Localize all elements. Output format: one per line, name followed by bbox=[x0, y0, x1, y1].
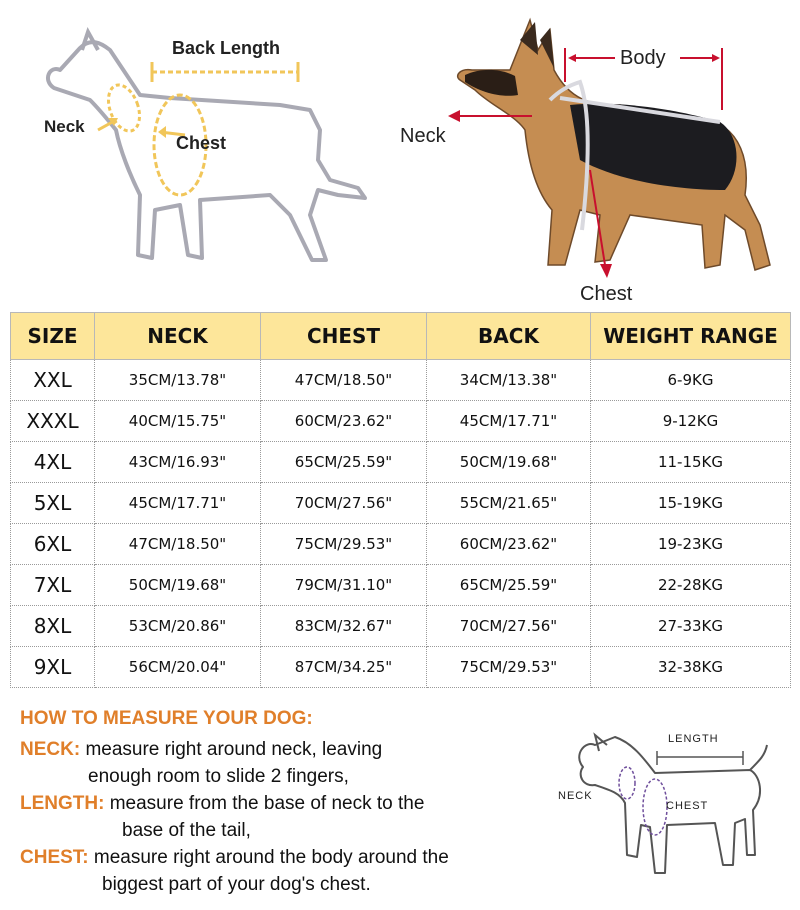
cell-size: 7XL bbox=[11, 565, 95, 606]
neck-text-2: enough room to slide 2 fingers, bbox=[88, 766, 349, 787]
table-header-row bbox=[11, 313, 791, 360]
back-length-label: Back Length bbox=[172, 38, 281, 58]
body-label-right: Body bbox=[620, 47, 666, 69]
header-neck: NECK bbox=[95, 313, 261, 360]
german-shepherd-photo bbox=[420, 10, 790, 300]
cell-size: 8XL bbox=[11, 606, 95, 647]
cell-back: 50CM/19.68" bbox=[427, 442, 591, 483]
cell-neck: 45CM/17.71" bbox=[95, 483, 261, 524]
how-to-measure-section bbox=[20, 708, 540, 898]
cell-weight: 9-12KG bbox=[591, 401, 791, 442]
cell-chest: 79CM/31.10" bbox=[261, 565, 427, 606]
chest-instruction-cont bbox=[20, 871, 540, 898]
size-chart-table bbox=[10, 312, 791, 688]
chest-label-left: Chest bbox=[176, 133, 227, 153]
cell-chest: 65CM/25.59" bbox=[261, 442, 427, 483]
table-row bbox=[11, 483, 791, 524]
table-row bbox=[11, 360, 791, 401]
header-back: BACK bbox=[427, 313, 591, 360]
cell-weight: 27-33KG bbox=[591, 606, 791, 647]
cell-weight: 19-23KG bbox=[591, 524, 791, 565]
cell-chest: 75CM/29.53" bbox=[261, 524, 427, 565]
header-size: SIZE bbox=[11, 313, 95, 360]
cell-back: 45CM/17.71" bbox=[427, 401, 591, 442]
table-row bbox=[11, 524, 791, 565]
cell-chest: 47CM/18.50" bbox=[261, 360, 427, 401]
table-row bbox=[11, 647, 791, 688]
cell-neck: 40CM/15.75" bbox=[95, 401, 261, 442]
length-text-2: base of the tail, bbox=[122, 820, 251, 841]
table-row bbox=[11, 565, 791, 606]
cell-chest: 60CM/23.62" bbox=[261, 401, 427, 442]
cell-chest: 83CM/32.67" bbox=[261, 606, 427, 647]
cell-back: 55CM/21.65" bbox=[427, 483, 591, 524]
cell-weight: 15-19KG bbox=[591, 483, 791, 524]
cell-back: 60CM/23.62" bbox=[427, 524, 591, 565]
cell-size: XXXL bbox=[11, 401, 95, 442]
small-neck-loop bbox=[619, 767, 635, 799]
cell-chest: 87CM/34.25" bbox=[261, 647, 427, 688]
neck-label-right: Neck bbox=[400, 125, 446, 147]
cell-back: 65CM/25.59" bbox=[427, 565, 591, 606]
neck-instruction-cont bbox=[20, 763, 540, 790]
length-instruction bbox=[20, 790, 540, 817]
neck-text-1: measure right around neck, leaving bbox=[80, 739, 383, 760]
cell-neck: 50CM/19.68" bbox=[95, 565, 261, 606]
cell-size: XXL bbox=[11, 360, 95, 401]
small-chest-label: CHEST bbox=[666, 800, 709, 812]
chest-key: CHEST: bbox=[20, 847, 89, 868]
size-chart-table-wrap bbox=[10, 312, 790, 688]
cell-neck: 35CM/13.78" bbox=[95, 360, 261, 401]
header-weight-range: WEIGHT RANGE bbox=[591, 313, 791, 360]
cell-weight: 11-15KG bbox=[591, 442, 791, 483]
table-row bbox=[11, 401, 791, 442]
small-length-label: LENGTH bbox=[668, 733, 719, 745]
how-to-title: HOW TO MEASURE YOUR DOG: bbox=[20, 708, 313, 729]
cell-size: 6XL bbox=[11, 524, 95, 565]
cell-neck: 56CM/20.04" bbox=[95, 647, 261, 688]
chest-text-1: measure right around the body around the bbox=[88, 847, 449, 868]
cell-neck: 53CM/20.86" bbox=[95, 606, 261, 647]
neck-loop bbox=[103, 81, 146, 136]
length-instruction-cont bbox=[20, 817, 540, 844]
chest-instruction bbox=[20, 844, 540, 871]
cell-neck: 47CM/18.50" bbox=[95, 524, 261, 565]
header-chest: CHEST bbox=[261, 313, 427, 360]
cell-neck: 43CM/16.93" bbox=[95, 442, 261, 483]
cell-back: 75CM/29.53" bbox=[427, 647, 591, 688]
cell-back: 70CM/27.56" bbox=[427, 606, 591, 647]
chest-text-2: biggest part of your dog's chest. bbox=[102, 874, 371, 895]
small-neck-label: NECK bbox=[558, 790, 593, 802]
neck-key: NECK: bbox=[20, 739, 81, 760]
cell-weight: 22-28KG bbox=[591, 565, 791, 606]
cell-size: 9XL bbox=[11, 647, 95, 688]
length-text-1: measure from the base of neck to the bbox=[104, 793, 425, 814]
cell-weight: 32-38KG bbox=[591, 647, 791, 688]
cell-size: 4XL bbox=[11, 442, 95, 483]
small-chest-loop bbox=[643, 779, 667, 835]
table-row bbox=[11, 606, 791, 647]
cell-size: 5XL bbox=[11, 483, 95, 524]
neck-label-left: Neck bbox=[44, 117, 85, 136]
neck-instruction bbox=[20, 736, 540, 763]
table-row bbox=[11, 442, 791, 483]
cell-chest: 70CM/27.56" bbox=[261, 483, 427, 524]
chest-label-right: Chest bbox=[580, 283, 633, 305]
cell-weight: 6-9KG bbox=[591, 360, 791, 401]
length-key: LENGTH: bbox=[20, 793, 105, 814]
cell-back: 34CM/13.38" bbox=[427, 360, 591, 401]
